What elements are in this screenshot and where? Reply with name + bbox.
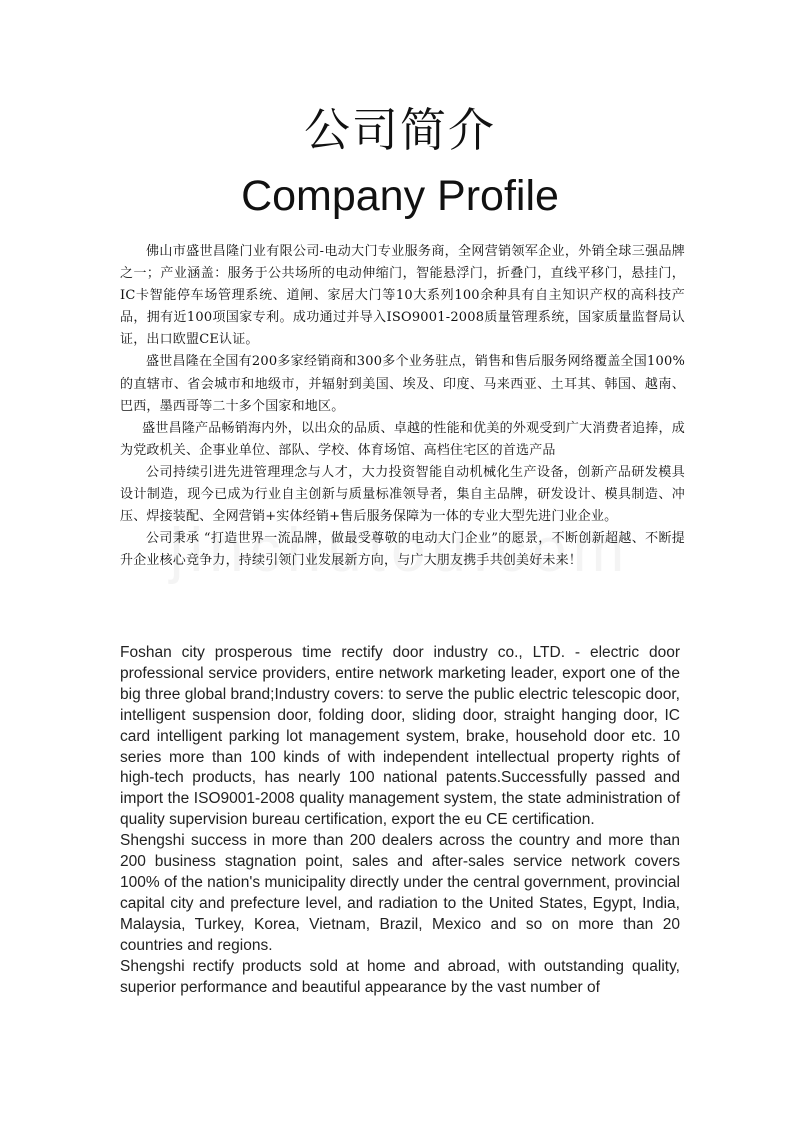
cn-paragraph-3: 盛世昌隆产品畅销海内外，以出众的品质、卓越的性能和优美的外观受到广大消费者追捧，成为党政机关、企事业单位、部队、学校、体育场馆、高档住宅区的首选产品: [120, 420, 685, 458]
cn-paragraph-5: 公司秉承 “打造世界一流品牌，做最受尊敬的电动大门企业”的愿景，不断创新超越、不断提升企业核心竞争力，持续引领门业发展新方向，与广大朋友携手共创美好未来！: [120, 531, 685, 569]
english-body: [120, 643, 680, 998]
en-paragraph-1: Foshan city prosperous time rectify door industry co., LTD. - electric door professional service providers, entire network marketing leader, export one of the big three global brand;Industry covers: to serve the public electric telescopic door, intelligent suspension door, folding door, sliding door, straight hanging door, IC card intelligent parking lot management system, brake, household door etc. 10 series more than 100 kinds of with independent intellectual property rights of high-tech products, has nearly 100 national patents.Successfully passed and import the ISO9001-2008 quality management system, the state administration of quality supervision bureau certification, export the eu CE certification.: [120, 644, 680, 829]
cn-paragraph-2: 盛世昌隆在全国有200多家经销商和300多个业务驻点，销售和售后服务网络覆盖全国100%的直辖市、省会城市和地级市，并辐射到美国、埃及、印度、马来西亚、土耳其、韩国、越南、巴西，墨西哥等二十多个国家和地区。: [120, 354, 685, 414]
en-paragraph-3: Shengshi rectify products sold at home and abroad, with outstanding quality, superior performance and beautiful appearance by the vast number of: [120, 957, 680, 996]
cn-paragraph-1: 佛山市盛世昌隆门业有限公司-电动大门专业服务商，全网营销领军企业，外销全球三强品牌之一；产业涵盖：服务于公共场所的电动伸缩门，智能悬浮门，折叠门，直线平移门，悬挂门，IC卡智能停车场管理系统、道闸、家居大门等10大系列100余种具有自主知识产权的高科技产品，拥有近100项国家专利。成功通过并导入ISO9001-2008质量管理系统，国家质量监督局认证，出口欧盟CE认证。: [120, 244, 685, 348]
en-paragraph-2: Shengshi success in more than 200 dealers across the country and more than 200 business stagnation point, sales and after-sales service network covers 100% of the nation's municipality directly under the central government, provincial capital city and prefecture level, and radiation to the United States, Egypt, India, Malaysia, Turkey, Korea, Vietnam, Brazil, Mexico and so on more than 20 countries and regions.: [120, 832, 680, 954]
page-title-chinese: 公司简介: [304, 103, 496, 157]
chinese-body: [120, 241, 685, 572]
page-title-english: Company Profile: [241, 172, 559, 220]
cn-paragraph-4: 公司持续引进先进管理理念与人才，大力投资智能自动机械化生产设备，创新产品研发模具设计制造，现今已成为行业自主创新与质量标准领导者，集自主品牌，研发设计、模具制造、冲压、焊接装配、全网营销+实体经销+售后服务保障为一体的专业大型先进门业企业。: [120, 464, 685, 525]
